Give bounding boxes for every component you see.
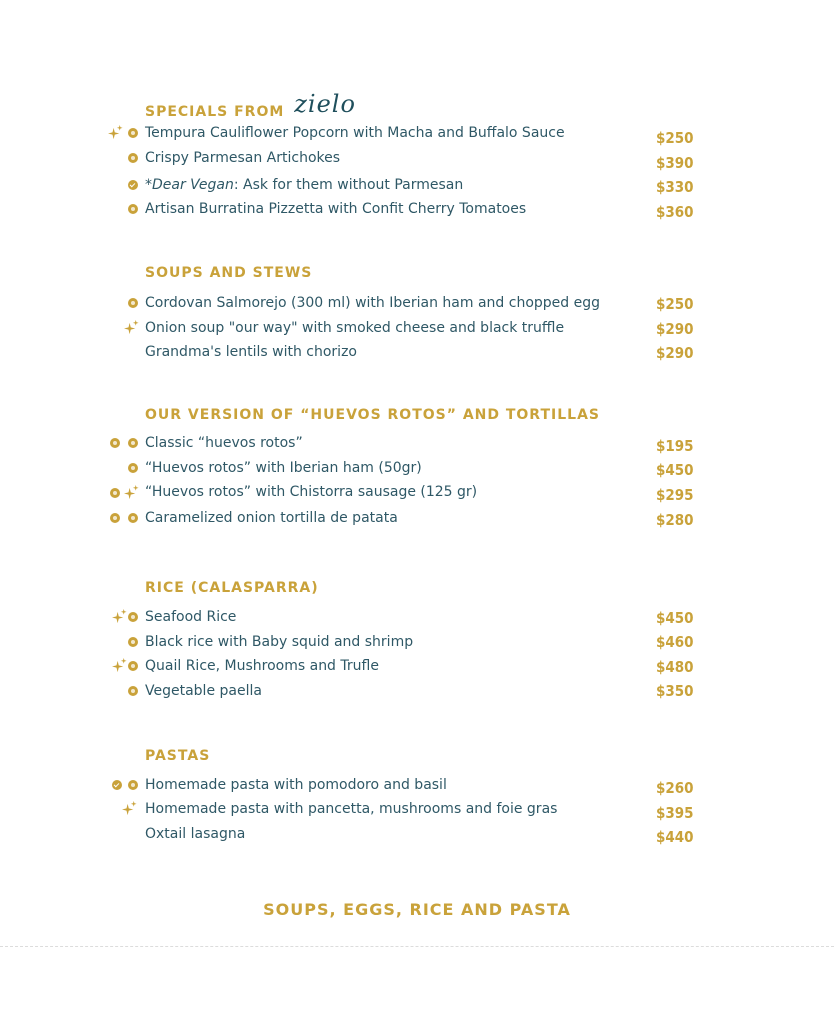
section-title-soups: SOUPS AND STEWS <box>145 265 313 281</box>
sparkle-icon <box>124 485 139 500</box>
menu-item-name: Tempura Cauliflower Popcorn with Macha and Buffalo Sauce <box>145 125 565 141</box>
menu-item-price: $350 <box>656 682 694 700</box>
item-icons <box>104 126 138 142</box>
menu-item-price: $290 <box>656 344 694 362</box>
vegetarian-icon <box>110 438 120 448</box>
vegetarian-icon <box>110 513 120 523</box>
sparkle-icon <box>112 658 127 673</box>
item-icons <box>104 511 138 527</box>
menu-item-price: $440 <box>656 828 694 846</box>
gluten-free-icon <box>128 298 138 308</box>
sparkle-icon <box>108 125 123 140</box>
item-icons <box>104 635 138 651</box>
sparkle-icon <box>122 801 137 816</box>
item-icons <box>104 178 138 194</box>
gluten-free-icon <box>128 661 138 671</box>
menu-item-price: $360 <box>656 203 694 221</box>
menu-item-name: Cordovan Salmorejo (300 ml) with Iberian ham and chopped egg <box>145 295 600 311</box>
gluten-free-icon <box>128 637 138 647</box>
menu-item-price: $280 <box>656 511 694 529</box>
menu-item-name: Quail Rice, Mushrooms and Trufle <box>145 658 379 674</box>
menu-item-price: $295 <box>656 486 694 504</box>
menu-item-name: “Huevos rotos” with Iberian ham (50gr) <box>145 460 422 476</box>
menu-item-price: $260 <box>656 779 694 797</box>
sparkle-icon <box>124 320 139 335</box>
vegan-icon <box>112 780 122 790</box>
menu-item-price: $195 <box>656 437 694 455</box>
section-title-rice: RICE (CALASPARRA) <box>145 580 319 596</box>
vegetarian-icon <box>128 204 138 214</box>
item-icons <box>104 321 138 337</box>
item-icons <box>104 659 138 675</box>
gluten-free-icon <box>110 488 120 498</box>
menu-item-name: Artisan Burratina Pizzetta with Confit Cherry Tomatoes <box>145 201 527 217</box>
vegetarian-icon <box>128 780 138 790</box>
footer-title: SOUPS, EGGS, RICE AND PASTA <box>263 900 571 919</box>
menu-item-price: $480 <box>656 658 694 676</box>
menu-item-name: Seafood Rice <box>145 609 237 625</box>
menu-item-price: $395 <box>656 804 694 822</box>
zielo-logo: zielo <box>294 90 356 118</box>
gluten-free-icon <box>128 513 138 523</box>
menu-item-price: $250 <box>656 295 694 313</box>
menu-item-name: “Huevos rotos” with Chistorra sausage (125 gr) <box>145 484 478 500</box>
menu-item-name: Onion soup "our way" with smoked cheese and black truffle <box>145 320 565 336</box>
menu-item-name: Black rice with Baby squid and shrimp <box>145 634 414 650</box>
menu-item-name-rest: : Ask for them without Parmesan <box>233 177 464 193</box>
sparkle-icon <box>112 609 127 624</box>
vegan-icon <box>128 180 138 190</box>
menu-item-price: $330 <box>656 178 694 196</box>
menu-item-name: Grandma's lentils with chorizo <box>145 344 357 360</box>
page-divider <box>0 946 834 947</box>
gluten-free-icon <box>128 686 138 696</box>
menu-item-name: Homemade pasta with pomodoro and basil <box>145 777 447 793</box>
gluten-free-icon <box>128 612 138 622</box>
vegetarian-icon <box>128 128 138 138</box>
menu-item-name <box>145 177 463 193</box>
section-title-specials <box>145 90 356 122</box>
menu-item-name: Homemade pasta with pancetta, mushrooms and foie gras <box>145 801 558 817</box>
menu-item-price: $390 <box>656 154 694 172</box>
menu-item-name: Vegetable paella <box>145 683 262 699</box>
section-title-text: SPECIALS FROM <box>145 104 285 120</box>
vegetarian-icon <box>128 153 138 163</box>
item-icons <box>104 486 138 502</box>
item-icons <box>104 151 138 167</box>
menu-item-name: Caramelized onion tortilla de patata <box>145 510 398 526</box>
menu-item-price: $450 <box>656 609 694 627</box>
gluten-free-icon <box>128 438 138 448</box>
item-icons <box>104 436 138 452</box>
item-icons <box>104 610 138 626</box>
section-title-pastas: PASTAS <box>145 748 211 764</box>
menu-item-name: Oxtail lasagna <box>145 826 246 842</box>
item-icons <box>104 461 138 477</box>
menu-item-name-italic: *Dear Vegan <box>145 177 234 193</box>
gluten-free-icon <box>128 463 138 473</box>
menu-item-price: $460 <box>656 633 694 651</box>
item-icons <box>104 802 138 818</box>
item-icons <box>104 778 138 794</box>
menu-item-price: $450 <box>656 461 694 479</box>
menu-item-name: Classic “huevos rotos” <box>145 435 303 451</box>
item-icons <box>104 296 138 312</box>
menu-item-name: Crispy Parmesan Artichokes <box>145 150 341 166</box>
section-title-huevos: OUR VERSION OF “HUEVOS ROTOS” AND TORTILLAS <box>145 407 600 423</box>
item-icons <box>104 684 138 700</box>
item-icons <box>104 202 138 218</box>
menu-item-price: $250 <box>656 129 694 147</box>
menu-item-price: $290 <box>656 320 694 338</box>
